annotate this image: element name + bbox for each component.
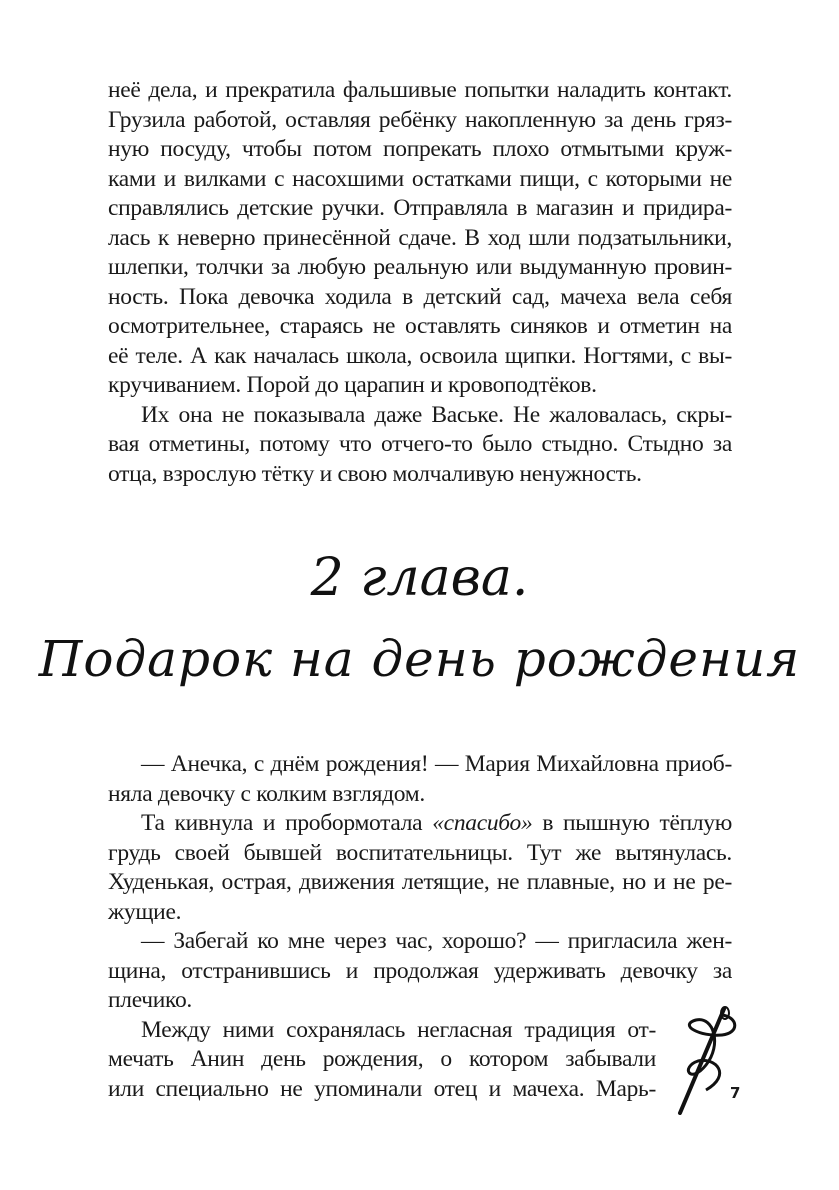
page-number: 7	[730, 1084, 741, 1102]
text-line: ками и вилками с насохшими остатками пищи, с которыми не	[108, 165, 732, 192]
text-line: Их она не показывала даже Ваське. Не жаловалась, скры-	[141, 401, 732, 428]
text-line: осмотрительнее, стараясь не оставлять синяков и отметин на	[108, 313, 732, 339]
text-line: — Забегай ко мне через час, хорошо? — пригласила жен-	[141, 928, 732, 954]
text-line: ность. Пока девочка ходила в детский сад, мачеха вела себя	[108, 283, 732, 310]
body-text-top	[108, 76, 732, 489]
text-line: кручиванием. Порой до царапин и кровоподтёков.	[108, 372, 597, 398]
text-span: Та кивнула и пробормотала	[141, 810, 433, 836]
text-line: жущие.	[108, 898, 182, 925]
text-line: Между ними сохранялась негласная традиция от-	[141, 1016, 656, 1043]
text-line: грудь своей бывшей воспитательницы. Тут же вытянулась.	[108, 839, 732, 866]
text-span: в пышную тёплую	[532, 810, 733, 836]
text-line: щина, отстранившись и продолжая удерживать девочку за	[108, 957, 732, 984]
text-line: её теле. А как началась школа, освоила щипки. Ногтями, с вы-	[108, 342, 732, 369]
text-line: плечико.	[108, 987, 192, 1013]
text-line: лась к неверно принесённой сдаче. В ход шли подзатыльники,	[108, 224, 732, 251]
text-line: ную посуду, чтобы потом попрекать плохо отмытыми круж-	[108, 136, 732, 162]
text-line: шлепки, толчки за любую реальную или выдуманную провин-	[108, 254, 732, 280]
text-line: отца, взрослую тётку и свою молчаливую ненужность.	[108, 460, 642, 487]
text-line: — Анечка, с днём рождения! — Мария Михайловна приоб-	[141, 751, 732, 777]
body-text-bottom	[108, 750, 732, 1104]
text-line: Худенькая, острая, движения летящие, не плавные, но и не ре-	[108, 869, 732, 895]
chapter-title: Подарок на день рождения	[38, 630, 801, 688]
text-line: вая отметины, потому что отчего-то было стыдно. Стыдно за	[108, 431, 732, 457]
text-line: неё дела, и прекратила фальшивые попытки наладить контакт.	[108, 77, 732, 103]
text-line: или специально не упоминали отец и мачеха. Марь-	[108, 1075, 656, 1102]
text-line: Грузила работой, оставляя ребёнку накопленную за день гряз-	[108, 106, 732, 133]
text-line: няла девочку с колким взглядом.	[108, 780, 425, 807]
chapter-number: 2 глава.	[310, 548, 529, 608]
text-line: мечать Анин день рождения, о котором забывали	[108, 1046, 656, 1072]
text-line	[108, 809, 732, 839]
italic-word: «спасибо»	[432, 810, 533, 836]
text-line: справлялись детские ручки. Отправляла в магазин и придира-	[108, 195, 732, 221]
